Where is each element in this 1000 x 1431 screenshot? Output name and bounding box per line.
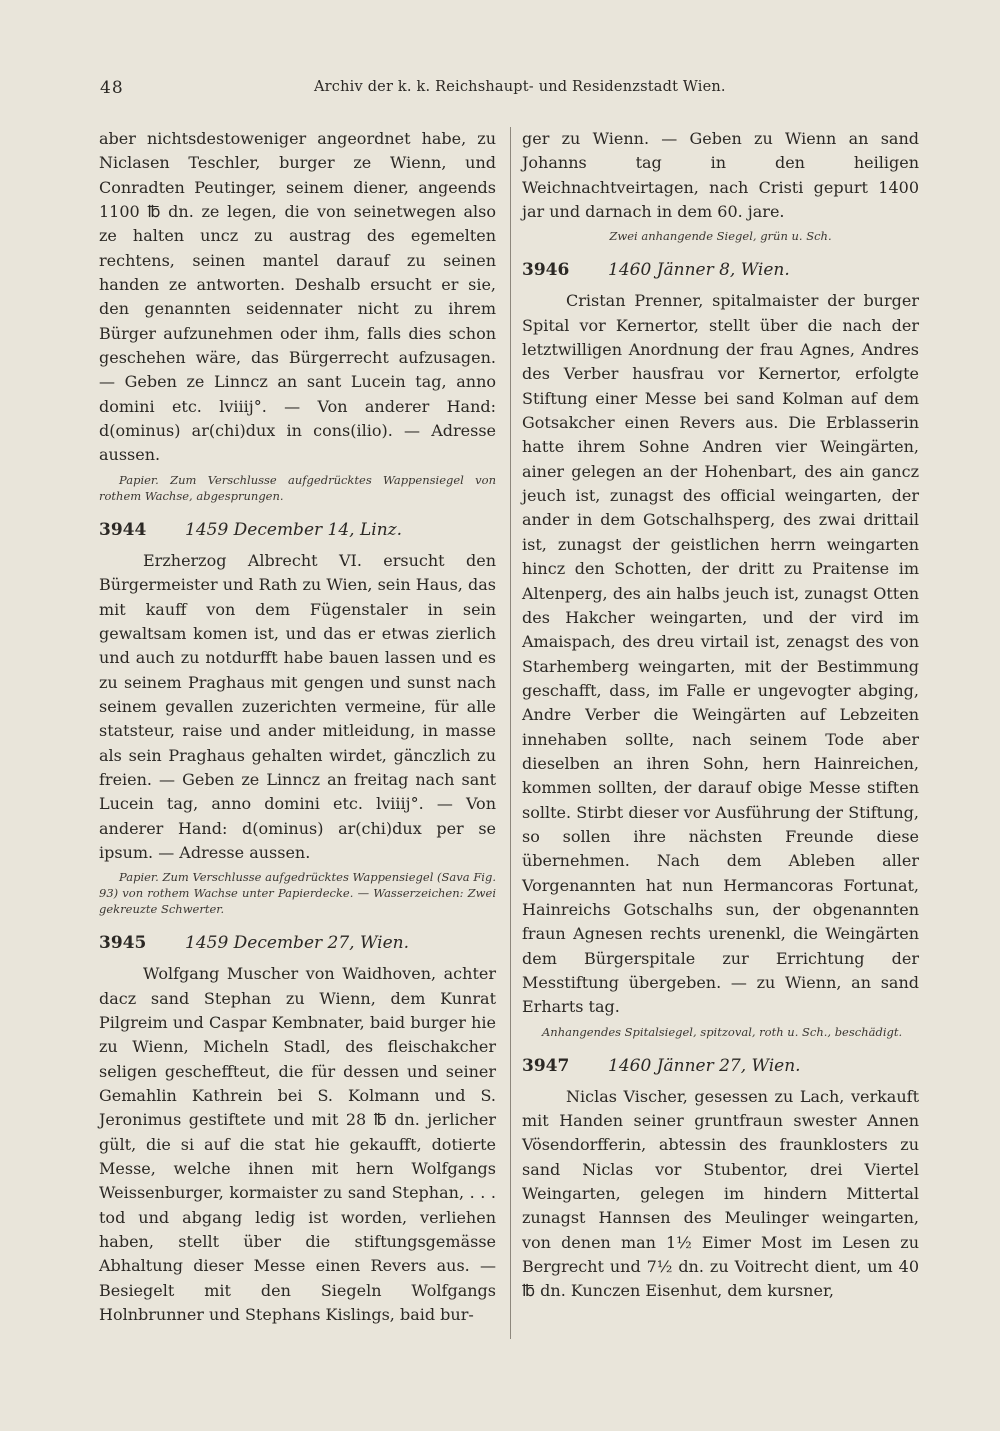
entry-number: 3946 — [522, 260, 570, 281]
entry-heading-3944 — [99, 520, 496, 546]
page-number: 48 — [100, 78, 124, 98]
page-header — [100, 78, 910, 104]
column-divider — [510, 127, 511, 1339]
right-column — [522, 127, 919, 1304]
entry-date: 1459 December 27, Wien. — [185, 933, 409, 954]
continuation-text-right: ger zu Wienn. — Geben zu Wienn an sand Johanns tag in den heiligen Weichnachtveirtagen, nach Cristi gepurt 1400 jar und darnach in dem 60. jare. — [522, 129, 919, 222]
entry-heading-3945 — [99, 933, 496, 959]
running-title: Archiv der k. k. Reichshaupt- und Residenzstadt Wien. — [314, 79, 726, 95]
entry-text-3947: Niclas Vischer, gesessen zu Lach, verkauft mit Handen seiner gruntfraun swester Annen Vösendorfferin, abtessin des fraunklosters zu sand Niclas vor Stubentor, drei Viertel Weingarten, gelegen im hindern Mittertal zunagst Hannsen des Meulinger weingarten, von denen man 1½ Eimer Most im Lesen zu Bergrecht und 7½ dn. zu Voitrecht dient, um 40 ℔ dn. Kunczen Eisenhut, dem kursner, — [522, 1086, 919, 1301]
continuation-text: aber nichtsdestoweniger angeordnet habe, zu Niclasen Teschler, burger ze Wienn, und Conradten Peutinger, seinem diener, angeends 1100 ℔ dn. ze legen, die von seinetwegen also ze halten uncz zu austrag des egemelten rechtens, seinen mantel darauf zu seinen handen ze antworten. Deshalb ersucht er sie, den genannten seidennater nicht zu ihrem Bürger aufzunehmen oder ihm, falls dies schon geschehen wäre, das Bürgerrecht aufzusagen. — Geben ze Linncz an sant Lucein tag, anno domini etc. lviiij°. — Von anderer Hand: d(ominus) ar(chi)dux in cons(ilio). — Adresse aussen. — [99, 129, 496, 465]
entry-note-3946: Anhangendes Spitalsiegel, spitzoval, roth u. Sch., beschädigt. — [542, 1024, 903, 1039]
left-column — [99, 127, 496, 1327]
entry-number: 3945 — [99, 933, 147, 954]
entry-text-3945: Wolfgang Muscher von Waidhoven, achter dacz sand Stephan zu Wienn, dem Kunrat Pilgreim und Caspar Kembnater, baid burger hie zu Wienn, Micheln Stadl, des fleischakcher seligen gescheffteut, die für dessen und seiner Gemahlin Kathrein bei S. Kolmann und S. Jeronimus gestiftete und mit 28 ℔ dn. jerlicher gült, die si auf die stat hie gekaufft, dotierte Messe, welche ihnen mit hern Wolfgangs Weissenburger, kormaister zu sand Stephan, . . . tod und abgang ledig ist worden, verliehen haben, stellt über die stiftungsgemässe Abhaltung dieser Messe einen Revers aus. — Besiegelt mit den Siegeln Wolfgangs Holnbrunner und Stephans Kislings, baid bur- — [99, 964, 496, 1325]
continuation-note-right: Zwei anhangende Siegel, grün u. Sch. — [609, 229, 832, 244]
entry-text-3946: Cristan Prenner, spitalmaister der burger Spital vor Kernertor, stellt über die nach der letztwilligen Anordnung der frau Agnes, Andres des Verber hausfrau vor Kernertor, erfolgte Stiftung einer Messe bei sand Kolman auf dem Gotsakcher einen Revers aus. Die Erblasserin hatte ihrem Sohne Andren vier Weingärten, ainer gelegen an der Hohenbart, des ain gancz jeuch ist, zunagst des official weingarten, der ander in dem Gotschalhsperg, des zwai drittail ist, zunagst der geistlichen herrn weingarten hincz den Schotten, der dritt zu Praitense im Altenperg, des ain halbs jeuch ist, zunagst Otten des Hakcher weingarten, und der vird im Amaispach, des dreu virtail ist, zenagst des von Starhemberg weingarten, mit der Bestimmung geschafft, dass, im Falle er ungevogter abging, Andre Verber die Weingärten auf Lebzeiten innehaben sollte, nach seinem Tode aber dieselben an ihren Sohn, hern Hainreichen, kommen sollten, der darauf obige Messe stiften sollte. Stirbt dieser vor Ausführung der Stiftung, so sollen ihre nächsten Freunde diese übernehmen. Nach dem Ableben aller Vorgenannten hat nun Hermancoras Fortunat, Hainreichs Gotschalhs sun, der obgenannten fraun Agnesen rechts urenenkl, die Weingärten dem Bürgerspitale zur Errichtung der Messtiftung übergeben. — zu Wienn, an sand Erharts tag. — [522, 291, 919, 1017]
entry-text-3944: Erzherzog Albrecht VI. ersucht den Bürgermeister und Rath zu Wien, sein Haus, das mit kauff von dem Fügenstaler in sein gewaltsam komen ist, und das er etwas zierlich und auch zu notdurfft habe bauen lassen und es zu seinem Praghaus mit gengen und sunst nach seinem gevallen zuzerichten vermeine, für alle statsteur, raise und ander mitleidung, in masse als sein Praghaus gehalten wirdet, gänczlich zu freien. — Geben ze Linncz an freitag nach sant Lucein tag, anno domini etc. lviiij°. — Von anderer Hand: d(ominus) ar(chi)dux per se ipsum. — Adresse aussen. — [99, 550, 496, 862]
entry-date: 1460 Jänner 8, Wien. — [608, 260, 790, 281]
entry-date: 1460 Jänner 27, Wien. — [608, 1055, 801, 1076]
entry-heading-3947 — [522, 1056, 919, 1082]
entry-date: 1459 December 14, Linz. — [185, 519, 403, 540]
entry-note-3944: Papier. Zum Verschlusse aufgedrücktes Wappensiegel (Sava Fig. 93) von rothem Wachse unter Papierdecke. — Wasserzeichen: Zwei gekreuzte Schwerter. — [99, 870, 496, 917]
entry-number: 3947 — [522, 1055, 570, 1076]
entry-number: 3944 — [99, 519, 147, 540]
continuation-note: Papier. Zum Verschlusse aufgedrücktes Wappensiegel von rothem Wachse, abgesprungen. — [99, 472, 496, 503]
entry-heading-3946 — [522, 260, 919, 286]
